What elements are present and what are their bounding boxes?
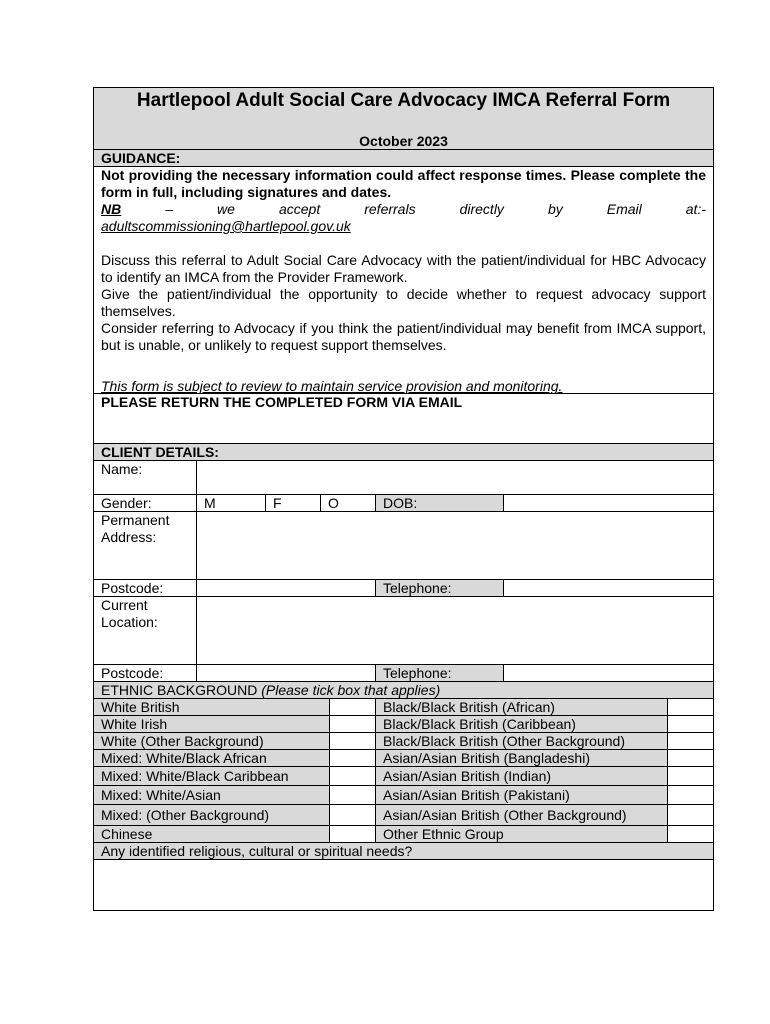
ethnic-tick-box[interactable]: [668, 716, 713, 732]
postcode-row-1: [93, 580, 714, 597]
ethnic-tick-box[interactable]: [668, 767, 713, 785]
dob-field[interactable]: [504, 495, 713, 511]
form-title: Hartlepool Adult Social Care Advocacy IMCA Referral Form: [136, 90, 671, 111]
ethnic-tick-box[interactable]: [668, 826, 713, 842]
current-location-label: Current Location:: [94, 597, 197, 664]
name-field[interactable]: [197, 461, 713, 494]
religious-needs-field[interactable]: [93, 860, 714, 911]
ethnic-row: [93, 716, 714, 733]
telephone-label: Telephone:: [376, 665, 504, 681]
ethnic-option-label: Chinese: [94, 826, 330, 842]
ethnic-tick-box[interactable]: [330, 733, 376, 749]
ethnic-row: [93, 699, 714, 716]
ethnic-option-label: Asian/Asian British (Pakistani): [376, 786, 668, 804]
ethnic-tick-box[interactable]: [330, 805, 376, 825]
ethnic-tick-box[interactable]: [668, 805, 713, 825]
return-notice: PLEASE RETURN THE COMPLETED FORM VIA EMAIL: [93, 394, 714, 444]
ethnic-tick-box[interactable]: [668, 750, 713, 766]
ethnic-row: [93, 805, 714, 826]
ethnic-option-label: Black/Black British (African): [376, 699, 668, 715]
permanent-address-label: Permanent Address:: [94, 512, 197, 579]
gender-f-option[interactable]: F: [266, 495, 321, 511]
current-location-field[interactable]: [197, 597, 713, 664]
religious-needs-label: Any identified religious, cultural or spiritual needs?: [93, 843, 714, 860]
referral-form: [93, 87, 714, 911]
ethnic-option-label: Asian/Asian British (Bangladeshi): [376, 750, 668, 766]
postcode-row-2: [93, 665, 714, 682]
telephone-field[interactable]: [504, 665, 713, 681]
ethnic-row: [93, 826, 714, 843]
ethnic-tick-box[interactable]: [330, 826, 376, 842]
ethnic-row: [93, 767, 714, 786]
ethnic-option-label: Asian/Asian British (Indian): [376, 767, 668, 785]
postcode-label: Postcode:: [94, 665, 197, 681]
name-label: Name:: [94, 461, 197, 494]
form-date: October 2023: [359, 133, 448, 149]
ethnic-option-label: White Irish: [94, 716, 330, 732]
gender-row: [93, 495, 714, 512]
nb-label: NB: [101, 201, 122, 217]
ethnic-tick-box[interactable]: [330, 699, 376, 715]
ethnic-option-label: Other Ethnic Group: [376, 826, 668, 842]
guidance-para-3: Consider referring to Advocacy if you think the patient/individual may benefit from IMCA support, but is unable, or unlikely to request support themselves.: [101, 320, 706, 353]
ethnic-tick-box[interactable]: [668, 699, 713, 715]
ethnic-option-label: Mixed: White/Asian: [94, 786, 330, 804]
guidance-para-2: Give the patient/individual the opportunity to decide whether to request advocacy support themselves.: [101, 286, 706, 319]
ethnic-tick-box[interactable]: [668, 786, 713, 804]
ethnic-heading-row: [93, 682, 714, 699]
ethnic-row: [93, 786, 714, 805]
email-link[interactable]: adultscommissioning@hartlepool.gov.uk: [101, 218, 351, 234]
ethnic-option-label: Black/Black British (Caribbean): [376, 716, 668, 732]
telephone-field[interactable]: [504, 580, 713, 596]
permanent-address-row: [93, 512, 714, 580]
ethnic-tick-box[interactable]: [330, 786, 376, 804]
gender-label: Gender:: [94, 495, 197, 511]
postcode-field[interactable]: [197, 580, 376, 596]
telephone-label: Telephone:: [376, 580, 504, 596]
guidance-nb-line: [101, 201, 706, 218]
guidance-heading: GUIDANCE:: [93, 150, 714, 167]
ethnic-row: [93, 733, 714, 750]
name-row: [93, 461, 714, 495]
dob-label: DOB:: [376, 495, 504, 511]
ethnic-row: [93, 750, 714, 767]
guidance-body: [93, 167, 714, 394]
ethnic-option-label: Mixed: (Other Background): [94, 805, 330, 825]
ethnic-tick-box[interactable]: [330, 750, 376, 766]
nb-text: – we accept referrals directly by Email at:-: [165, 201, 706, 217]
ethnic-tick-box[interactable]: [330, 767, 376, 785]
ethnic-option-label: Mixed: White/Black Caribbean: [94, 767, 330, 785]
permanent-address-field[interactable]: [197, 512, 713, 579]
client-details-heading: CLIENT DETAILS:: [93, 444, 714, 461]
ethnic-tick-box[interactable]: [668, 733, 713, 749]
ethnic-option-label: White (Other Background): [94, 733, 330, 749]
ethnic-heading-note: (Please tick box that applies): [261, 682, 441, 698]
gender-m-option[interactable]: M: [197, 495, 266, 511]
guidance-bold-text: Not providing the necessary information could affect response times. Please complete the form in full, including signatures and dates.: [101, 167, 706, 200]
postcode-label: Postcode:: [94, 580, 197, 596]
ethnic-option-label: Asian/Asian British (Other Background): [376, 805, 668, 825]
ethnic-option-label: Black/Black British (Other Background): [376, 733, 668, 749]
ethnic-option-label: White British: [94, 699, 330, 715]
form-header: [93, 87, 714, 150]
postcode-field[interactable]: [197, 665, 376, 681]
ethnic-tick-box[interactable]: [330, 716, 376, 732]
current-location-row: [93, 597, 714, 665]
ethnic-heading: ETHNIC BACKGROUND: [101, 682, 258, 698]
gender-o-option[interactable]: O: [321, 495, 376, 511]
ethnic-option-label: Mixed: White/Black African: [94, 750, 330, 766]
guidance-footnote: This form is subject to review to maintain service provision and monitoring.: [101, 378, 563, 394]
guidance-para-1: Discuss this referral to Adult Social Care Advocacy with the patient/individual for HBC Advocacy to identify an IMCA from the Provider Framework.: [101, 252, 706, 285]
